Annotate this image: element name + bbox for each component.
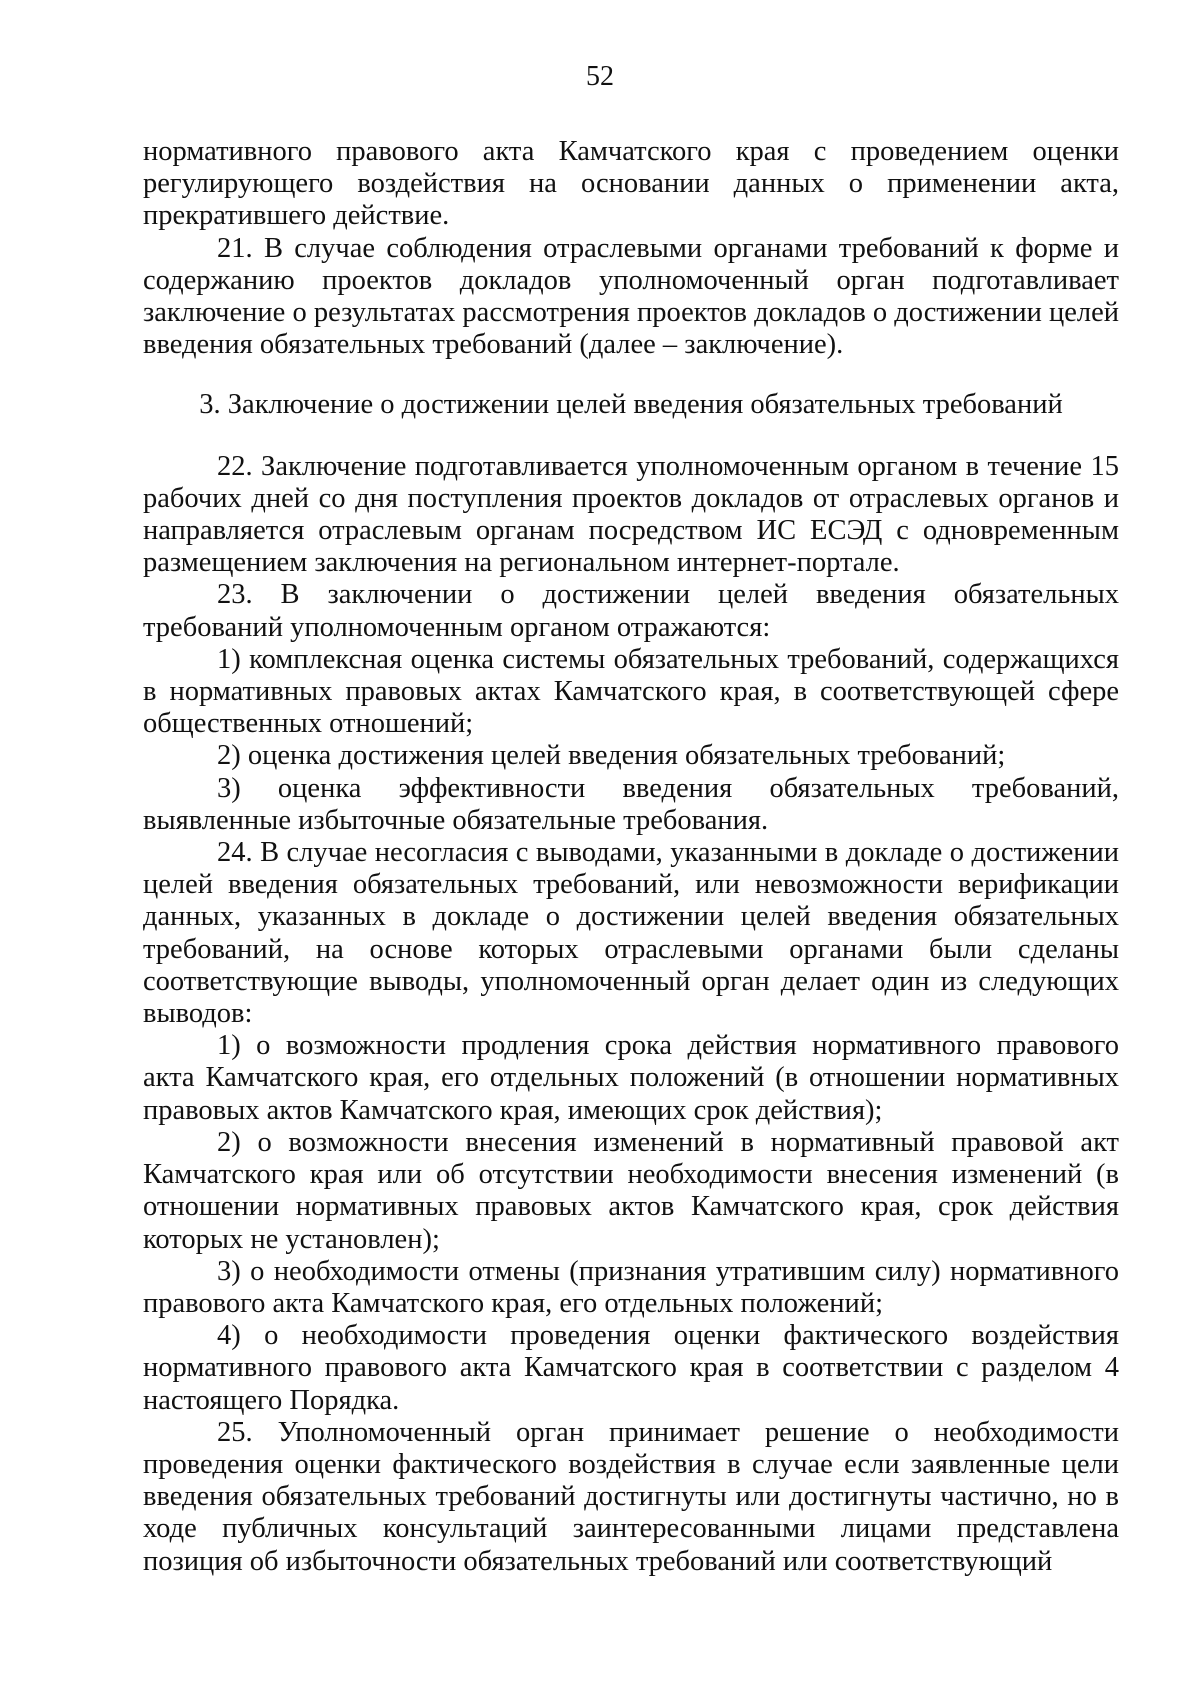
- document-body: [143, 136, 1119, 1578]
- paragraph-24-item-2: 2) о возможности внесения изменений в нормативный правовой акт Камчатского края или об отсутствии необходимости внесения изменений (в отношении нормативных правовых актов Камчатского края, срок действия которых не установлен);: [143, 1126, 1119, 1255]
- paragraph-continuation: нормативного правового акта Камчатского края с проведением оценки регулирующего воздействия на основании данных о применении акта, прекратившего действие.: [143, 136, 1119, 232]
- paragraph-24-item-3: 3) о необходимости отмены (признания утратившим силу) нормативного правового акта Камчатского края, его отдельных положений;: [143, 1255, 1119, 1319]
- page-number: 52: [586, 61, 614, 92]
- paragraph-24: 24. В случае несогласия с выводами, указанными в докладе о достижении целей введения обязательных требований, или невозможности верификации данных, указанных в докладе о достижении целей введения обязательных требований, на основе которых отраслевыми органами были сделаны соответствующие выводы, уполномоченный орган делает один из следующих выводов:: [143, 837, 1119, 1030]
- paragraph-23: 23. В заключении о достижении целей введения обязательных требований уполномоченным органом отражаются:: [143, 579, 1119, 643]
- paragraph-22: 22. Заключение подготавливается уполномоченным органом в течение 15 рабочих дней со дня поступления проектов докладов от отраслевых органов и направляется отраслевым органам посредством ИС ЕСЭД с одновременным размещением заключения на региональном интернет-портале.: [143, 450, 1119, 579]
- paragraph-25: 25. Уполномоченный орган принимает решение о необходимости проведения оценки фактического воздействия в случае если заявленные цели введения обязательных требований достигнуты или достигнуты частично, но в ходе публичных консультаций заинтересованными лицами представлена позиция об избыточности обязательных требований или соответствующий: [143, 1416, 1119, 1577]
- section-heading-3: 3. Заключение о достижении целей введения обязательных требований: [199, 389, 1063, 421]
- paragraph-23-item-3: 3) оценка эффективности введения обязательных требований, выявленные избыточные обязательные требования.: [143, 772, 1119, 836]
- paragraph-23-item-2: 2) оценка достижения целей введения обязательных требований;: [217, 740, 1006, 772]
- paragraph-24-item-4: 4) о необходимости проведения оценки фактического воздействия нормативного правового акта Камчатского края в соответствии с разделом 4 настоящего Порядка.: [143, 1320, 1119, 1416]
- paragraph-21: 21. В случае соблюдения отраслевыми органами требований к форме и содержанию проектов докладов уполномоченный орган подготавливает заключение о результатах рассмотрения проектов докладов о достижении целей введения обязательных требований (далее – заключение).: [143, 232, 1119, 361]
- paragraph-23-item-1: 1) комплексная оценка системы обязательных требований, содержащихся в нормативных правовых актах Камчатского края, в соответствующей сфере общественных отношений;: [143, 643, 1119, 740]
- paragraph-24-item-1: 1) о возможности продления срока действия нормативного правового акта Камчатского края, его отдельных положений (в отношении нормативных правовых актов Камчатского края, имеющих срок действия);: [143, 1030, 1119, 1126]
